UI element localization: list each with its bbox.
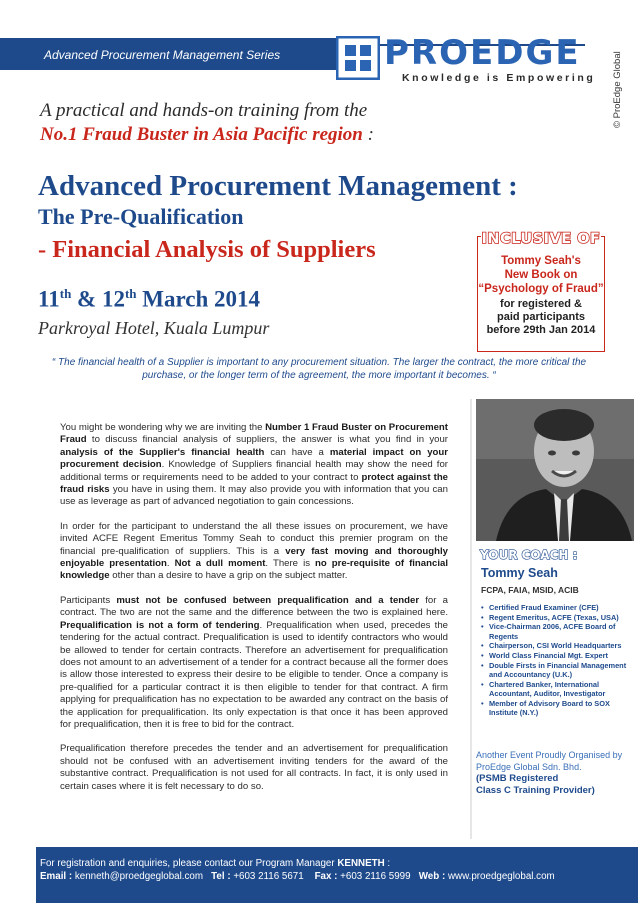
body-paragraph: You might be wondering why we are inviting the Number 1 Fraud Buster on Procurement Fraud to discuss financial analysis of suppliers, the answer is what you find in your analysis of the Supplier's financial health can have a material impact on your procurement decision. Knowledge of Suppliers financial health may show the need for additional terms or requirements need to be added to your contract to protect against the fraud risks you have in using them. It may also provide you with information that you can use as leverage as part of advanced negotiation to gain concessions. (60, 422, 449, 508)
proedge-logo-icon (336, 36, 380, 80)
tel-number: +603 2116 5671 (233, 871, 304, 882)
intro-line-2 (40, 124, 374, 146)
footer-contact-bar (36, 847, 638, 903)
list-item: • Member of Advisory Board to SOX Institute (N.Y.) (481, 699, 631, 717)
event-venue: Parkroyal Hotel, Kuala Lumpur (38, 318, 270, 338)
list-item: • Certified Fraud Examiner (CFE) (481, 603, 631, 612)
coach-credentials-list (481, 603, 631, 717)
list-item: • Vice-Chairman 2006, ACFE Board of Regents (481, 622, 631, 640)
event-date: 11th & 12th March 2014 (38, 286, 261, 312)
series-label: Advanced Procurement Management Series (42, 44, 342, 66)
web-link[interactable]: www.proedgeglobal.com (447, 871, 555, 882)
list-item: • Double Firsts in Financial Management and Accountancy (U.K.) (481, 661, 631, 679)
coach-heading: YOUR COACH : (480, 548, 578, 562)
list-item: • World Class Financial Mgt. Expert (481, 651, 631, 660)
logo-wordmark: PROEDGE (384, 33, 581, 73)
list-item: • Regent Emeritus, ACFE (Texas, USA) (481, 613, 631, 622)
intro-line-1: A practical and hands-on training from the (40, 100, 368, 121)
intro-tail: : (362, 124, 374, 145)
coach-name: Tommy Seah (481, 566, 558, 580)
manager-name: KENNETH (337, 858, 385, 869)
page-subtitle-red: - Financial Analysis of Suppliers (38, 236, 376, 263)
list-item: • Chairperson, CSI World Headquarters (481, 641, 631, 650)
footer-line-2: Email : kenneth@proedgeglobal.com Tel : +603 2116 5671 Fax : +603 2116 5999 Web : www.proedgeglobal.com (40, 871, 555, 882)
list-item: • Chartered Banker, International Accountant, Auditor, Investigator (481, 680, 631, 698)
coach-credentials: FCPA, FAIA, MSID, ACIB (481, 585, 579, 595)
inclusive-details: Tommy Seah's New Book on “Psychology of Fraud” for registered & paid participants before 29th Jan 2014 (478, 255, 604, 336)
body-paragraph: In order for the participant to understand the all these issues on procurement, we have invited ACFE Regent Emeritus Tommy Seah to conduct this premier program on the financial pre-qualification of suppliers. This is a very fast moving and thoroughly enjoyable presentation. Not a dull moment. There is no pre-requisite of financial knowledge other than a desire to have a grip on the subject matter. (60, 520, 448, 582)
body-text (60, 422, 448, 805)
pull-quote: “ The financial health of a Supplier is important to any procurement situation. The larger the contract, the more critical the purchase, or the longer term of the agreement, the more important it becomes. “ (51, 357, 587, 381)
organiser-note: Another Event Proudly Organised by ProEdge Global Sdn. Bhd. (PSMB Registered Class C Training Provider) (476, 750, 623, 796)
intro-highlight: No.1 Fraud Buster in Asia Pacific region (40, 124, 363, 145)
inclusive-heading: INCLUSIVE OF (481, 231, 601, 247)
page-subtitle: The Pre-Qualification (38, 204, 244, 229)
body-divider (470, 399, 472, 839)
coach-portrait-image (476, 399, 634, 541)
copyright-notice: © ProEdge Global (612, 51, 623, 128)
footer-line-1: For registration and enquiries, please contact our Program Manager KENNETH : (40, 858, 391, 869)
body-paragraph: Participants must not be confused between prequalification and a tender for a contract. The two are not the same and the difference between the two is explained here. Prequalification is not a form of tendering. Prequalification when used, precedes the tendering for the actual contract. Prequalification is used to identify contractors who would be allowed to tender for certain contracts. Therefore an advertisement for prequalification does not amount to an advertisement of a tender for a contract because all the former does is allow those interested to express their desire to be eligible to tender. Once a company is pre-qualified for a particular contract it is then eligible to tender for that contract. A firm applying for prequalification has no expectation to be awarded any contract on the basis of the application for prequalification. Its only expectation is that once it has been approved for prequalification, then it is free to bid for the contract. (60, 594, 448, 730)
page-title: Advanced Procurement Management : (38, 170, 518, 202)
coach-photo (476, 399, 634, 541)
tagline: Knowledge is Empowering (402, 72, 596, 84)
email-link[interactable]: kenneth@proedgeglobal.com (74, 871, 203, 882)
body-paragraph: Prequalification therefore precedes the tender and an advertisement for prequalification should not be confused with an advertisement inviting tenders for the award of the substantive contract. Prequalification is not used for all contracts. In fact, it is only used in certain cases where it is felt necessary to do so. (60, 743, 448, 792)
fax-number: +603 2116 5999 (340, 871, 411, 882)
